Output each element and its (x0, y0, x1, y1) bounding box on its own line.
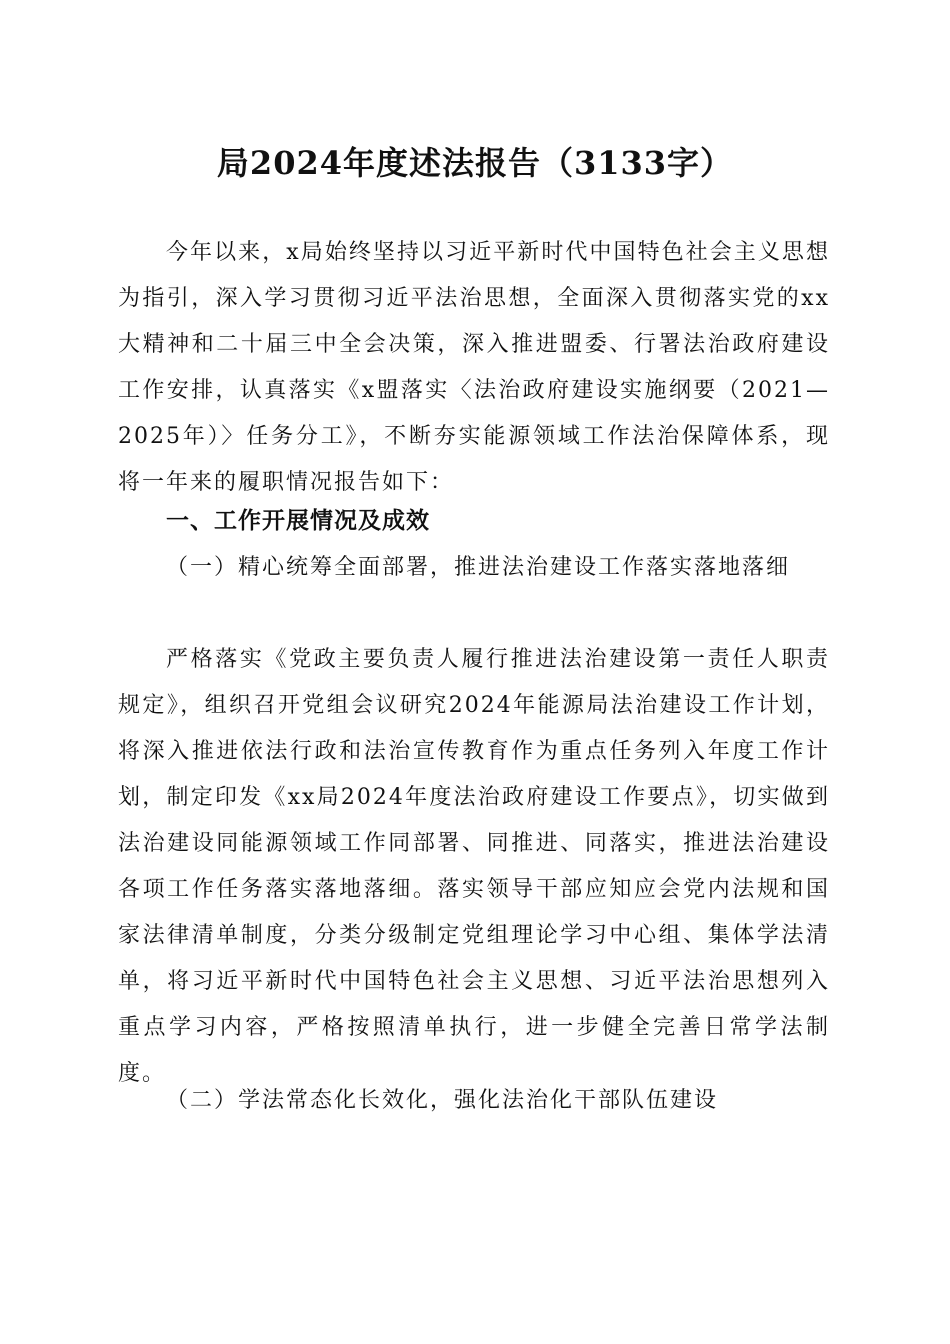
document-title: 局2024年度述法报告（3133字） (216, 144, 734, 182)
section-heading-1: 一、工作开展情况及成效 (166, 508, 430, 534)
subsection-1-paragraph: 严格落实《党政主要负责人履行推进法治建设第一责任人职责规定》，组织召开党组会议研究2024年能源局法治建设工作计划，将深入推进依法行政和法治宣传教育作为重点任务列入年度工作计划，制定印发《xx局2024年度法治政府建设工作要点》，切实做到法治建设同能源领域工作同部署、同推进、同落实，推进法治建设各项工作任务落实落地落细。落实领导干部应知应会党内法规和国家法律清单制度，分类分级制定党组理论学习中心组、集体学法清单，将习近平新时代中国特色社会主义思想、习近平法治思想列入重点学习内容，严格按照清单执行，进一步健全完善日常学法制度。 (118, 647, 830, 1086)
subsection-heading-2: （二）学法常态化长效化，强化法治化干部队伍建设 (166, 1088, 719, 1113)
intro-paragraph: 今年以来，x局始终坚持以习近平新时代中国特色社会主义思想为指引，深入学习贯彻习近平法治思想，全面深入贯彻落实党的xx大精神和二十届三中全会决策，深入推进盟委、行署法治政府建设工作安排，认真落实《x盟落实〈法治政府建设实施纲要（2021—2025年）〉任务分工》，不断夯实能源领域工作法治保障体系，现将一年来的履职情况报告如下： (118, 240, 830, 495)
subsection-heading-1: （一）精心统筹全面部署，推进法治建设工作落实落地落细 (166, 555, 791, 580)
